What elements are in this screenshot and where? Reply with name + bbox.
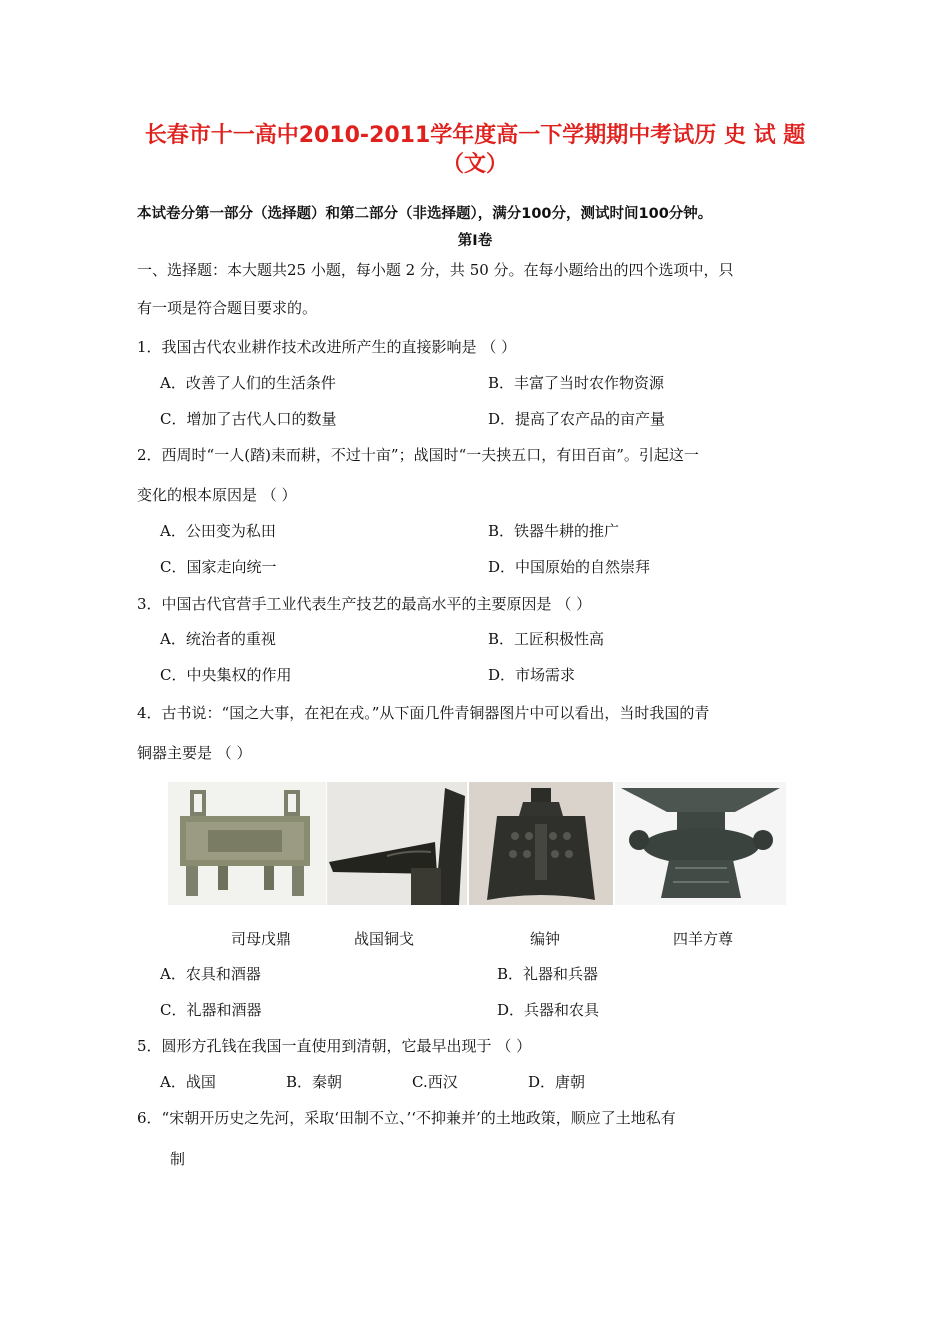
question-3-option-d: D．市场需求 [488,666,576,684]
question-5-option-d: D．唐朝 [528,1073,586,1091]
image-caption-3: 编钟 [530,930,561,948]
ding-cauldron-image [168,782,326,905]
four-ram-zun-image [615,782,786,905]
question-2-option-b: B．铁器牛耕的推广 [488,522,620,540]
question-2-option-a: A．公田变为私田 [160,522,276,540]
exam-intro: 本试卷分第一部分（选择题）和第二部分（非选择题），满分100分，测试时间100分钟。 [137,206,713,222]
image-caption-4: 四羊方尊 [673,930,734,948]
section-heading: 第Ⅰ卷 [457,233,493,249]
question-3-stem: 3．中国古代官营手工业代表生产技艺的最高水平的主要原因是 （ ） [137,595,592,613]
question-3-option-b: B．工匠积极性高 [488,630,605,648]
question-1-option-d: D．提高了农产品的亩产量 [488,410,666,428]
question-5-stem: 5．圆形方孔钱在我国一直使用到清朝，它最早出现于 （ ） [137,1037,532,1055]
question-2-option-c: C．国家走向统一 [160,558,277,576]
instruction-line-1: 一、选择题：本大题共25 小题，每小题 2 分，共 50 分。在每小题给出的四个选项中，只 [137,261,734,279]
image-caption-2: 战国铜戈 [354,930,415,948]
image-caption-1: 司母戊鼎 [231,930,292,948]
exam-title-subject: （文） [441,152,508,177]
question-2-stem-line-1: 2．西周时“一人(踏)耒而耕，不过十亩”；战国时“一夫挟五口，有田百亩”。引起这一 [137,446,699,464]
question-1-option-b: B．丰富了当时农作物资源 [488,374,665,392]
question-1-option-a: A．改善了人们的生活条件 [160,374,336,392]
question-1-option-c: C．增加了古代人口的数量 [160,410,337,428]
question-4-option-c: C．礼器和酒器 [160,1001,262,1019]
question-2-option-d: D．中国原始的自然崇拜 [488,558,651,576]
exam-title: 长春市十一高中2010-2011学年度高一下学期期中考试历 史 试 题 [144,123,806,148]
bronze-dagger-axe-image [327,782,467,905]
question-5-option-c: C.西汉 [412,1073,458,1091]
question-4-stem-line-1: 4．古书说：“国之大事，在祀在戎。”从下面几件青铜器图片中可以看出，当时我国的青 [137,704,710,722]
question-5-option-b: B．秦朝 [286,1073,343,1091]
question-6-stem-line-1: 6．“宋朝开历史之先河，采取‘田制不立、’‘不抑兼并’的土地政策，顺应了土地私有 [137,1109,676,1127]
question-4-option-a: A．农具和酒器 [160,965,261,983]
question-6-stem-line-2: 制 [170,1150,186,1168]
question-4-option-d: D．兵器和农具 [497,1001,600,1019]
question-2-stem-line-2: 变化的根本原因是 （ ） [137,486,297,504]
instruction-line-2: 有一项是符合题目要求的。 [137,299,318,317]
question-5-option-a: A．战国 [160,1073,216,1091]
bianzhong-bell-image [469,782,613,905]
question-3-option-c: C．中央集权的作用 [160,666,292,684]
question-4-option-b: B．礼器和兵器 [497,965,599,983]
question-3-option-a: A．统治者的重视 [160,630,276,648]
question-1-stem: 1．我国古代农业耕作技术改进所产生的直接影响是 （ ） [137,338,517,356]
question-4-stem-line-2: 铜器主要是 （ ） [137,744,252,762]
